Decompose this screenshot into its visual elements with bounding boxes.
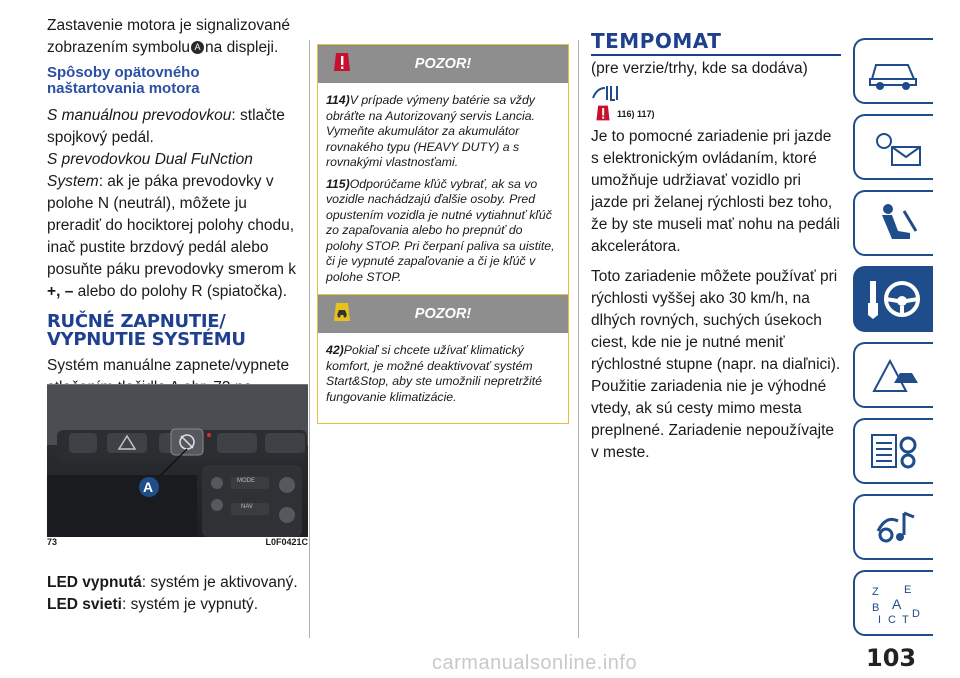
warning-header bbox=[318, 295, 568, 333]
cruise-control-icon bbox=[591, 82, 625, 104]
dual-gearbox-text: S prevodovkou Dual FuNction System: ak je páka prevodovky v polohe N (neutrál), môžete ju preradiť do hociktorej polohy chodu, inač pustite brzdový pedál alebo posuňte páku prevodovky smerom k +, – alebo do polohy R (spiatočka). bbox=[47, 151, 296, 300]
figure-code: L0F0421C bbox=[265, 537, 308, 547]
maintenance-icon bbox=[864, 429, 924, 473]
column-divider bbox=[309, 40, 310, 638]
manual-gearbox-text: S manuálnou prevodovkou: stlačte spojkový pedál. bbox=[47, 107, 285, 146]
tab-warning-lights[interactable] bbox=[853, 114, 933, 180]
svg-text:I: I bbox=[878, 614, 882, 625]
tab-car[interactable] bbox=[853, 38, 933, 104]
index-icon bbox=[864, 581, 924, 625]
figure-caption bbox=[47, 537, 308, 547]
svg-text:C: C bbox=[888, 614, 896, 625]
tab-index[interactable] bbox=[853, 570, 933, 636]
svg-text:D: D bbox=[912, 608, 920, 620]
tab-starting-driving[interactable] bbox=[853, 266, 933, 332]
start-stop-symbol-icon: A bbox=[191, 41, 204, 54]
manual-switch-text: Systém manuálne zapnete/vypnete bbox=[47, 357, 290, 374]
warning-body: 114)V prípade výmeny batérie sa vždy obráťte na Autorizovaný servis Lancia. Vymeňte akumulátor za akumulátor rovnakého typu (HEAVY DUTY) a s rovnakými vlastnosťami. 115)Odporúčame kľúč vybrať, ak sa vo vozidle nachádzajú ďalšie osoby. Pred opustením vozidla je nutné vytiahnuť kľúč zo zapaľovania alebo ho prepnúť do polohy STOP. Pri čerpaní paliva sa uistite, či je vypnuté zapaľovanie a či je kľúč v polohe STOP. bbox=[326, 93, 555, 284]
breakdown-icon bbox=[864, 353, 924, 397]
right-column bbox=[591, 30, 841, 464]
column-divider bbox=[578, 40, 579, 638]
svg-text:T: T bbox=[902, 614, 909, 625]
warning-box bbox=[317, 44, 569, 304]
page-number: 103 bbox=[866, 644, 917, 672]
left-column bbox=[47, 15, 297, 421]
tempomat-paragraph: Toto zariadenie môžete používať pri rýchlosti vyššej ako 30 km/h, na dlhých rovných, suchých úsekoch ciest, kde nie je nutné meniť rýchlostné stupne (napr. na diaľnici). bbox=[591, 268, 841, 373]
led-status-text: LED vypnutá: systém je aktivovaný. LED svieti: systém je vypnutý. bbox=[47, 574, 298, 613]
tempomat-paragraph: Použitie zariadenia nie je výhodné vtedy, ak sú cesty mimo mesta preplnené. Zariadenie nepoužívajte v meste. bbox=[591, 378, 835, 461]
chapter-tabs bbox=[853, 38, 933, 646]
watermark-text: carmanualsonline.info bbox=[432, 652, 638, 674]
tab-safety[interactable] bbox=[853, 190, 933, 256]
restart-heading: Spôsoby opätovného naštartovania motora bbox=[47, 64, 200, 97]
tab-maintenance[interactable] bbox=[853, 418, 933, 484]
multimedia-icon bbox=[864, 505, 924, 549]
mode-button-label: MODE bbox=[237, 478, 255, 484]
warning-references: 116) 117) bbox=[617, 109, 655, 119]
manual-switch-heading: RUČNÉ ZAPNUTIE/ VYPNUTIE SYSTÉMU bbox=[47, 311, 246, 350]
key-steering-icon bbox=[864, 277, 924, 321]
dashboard-illustration bbox=[47, 385, 308, 537]
warning-exclamation-icon bbox=[593, 104, 613, 122]
nav-button-label: NAV bbox=[241, 504, 253, 510]
warning-title: POZOR! bbox=[414, 306, 472, 322]
intro-text: Zastavenie motora je signalizované zobrazením symbolu A na displeji. bbox=[47, 17, 290, 56]
svg-text:E: E bbox=[904, 584, 912, 596]
tab-multimedia[interactable] bbox=[853, 494, 933, 560]
warning-title: POZOR! bbox=[414, 56, 472, 72]
airbag-seat-icon bbox=[864, 201, 924, 245]
warning-body: 42)Pokiaľ si chcete užívať klimatický komfort, je možné deaktivovať systém Start&Stop, aby ste umožnili nepretržité fungovanie klimatizácie. bbox=[326, 343, 542, 404]
svg-text:A: A bbox=[892, 596, 902, 612]
figure-callout-a: A bbox=[143, 479, 154, 495]
warning-header bbox=[318, 45, 568, 83]
tab-emergency[interactable] bbox=[853, 342, 933, 408]
dashboard-photo bbox=[47, 384, 308, 537]
version-note: (pre verzie/trhy, kde sa dodáva) bbox=[591, 60, 808, 77]
figure-number: 73 bbox=[47, 537, 58, 547]
warning-lights-icon bbox=[864, 125, 924, 169]
svg-text:Z: Z bbox=[872, 586, 879, 598]
warning-box bbox=[317, 294, 569, 424]
section-title: TEMPOMAT bbox=[591, 30, 841, 56]
car-icon bbox=[864, 49, 924, 93]
svg-text:B: B bbox=[872, 602, 880, 614]
tempomat-paragraph: Je to pomocné zariadenie pri jazde s elektronickým ovládaním, ktoré umožňuje udržiavať vozidlo pri jazde pri želanej rýchlosti bez toho, že by ste museli mať nohu na pedáli akcelerátora. bbox=[591, 128, 840, 255]
